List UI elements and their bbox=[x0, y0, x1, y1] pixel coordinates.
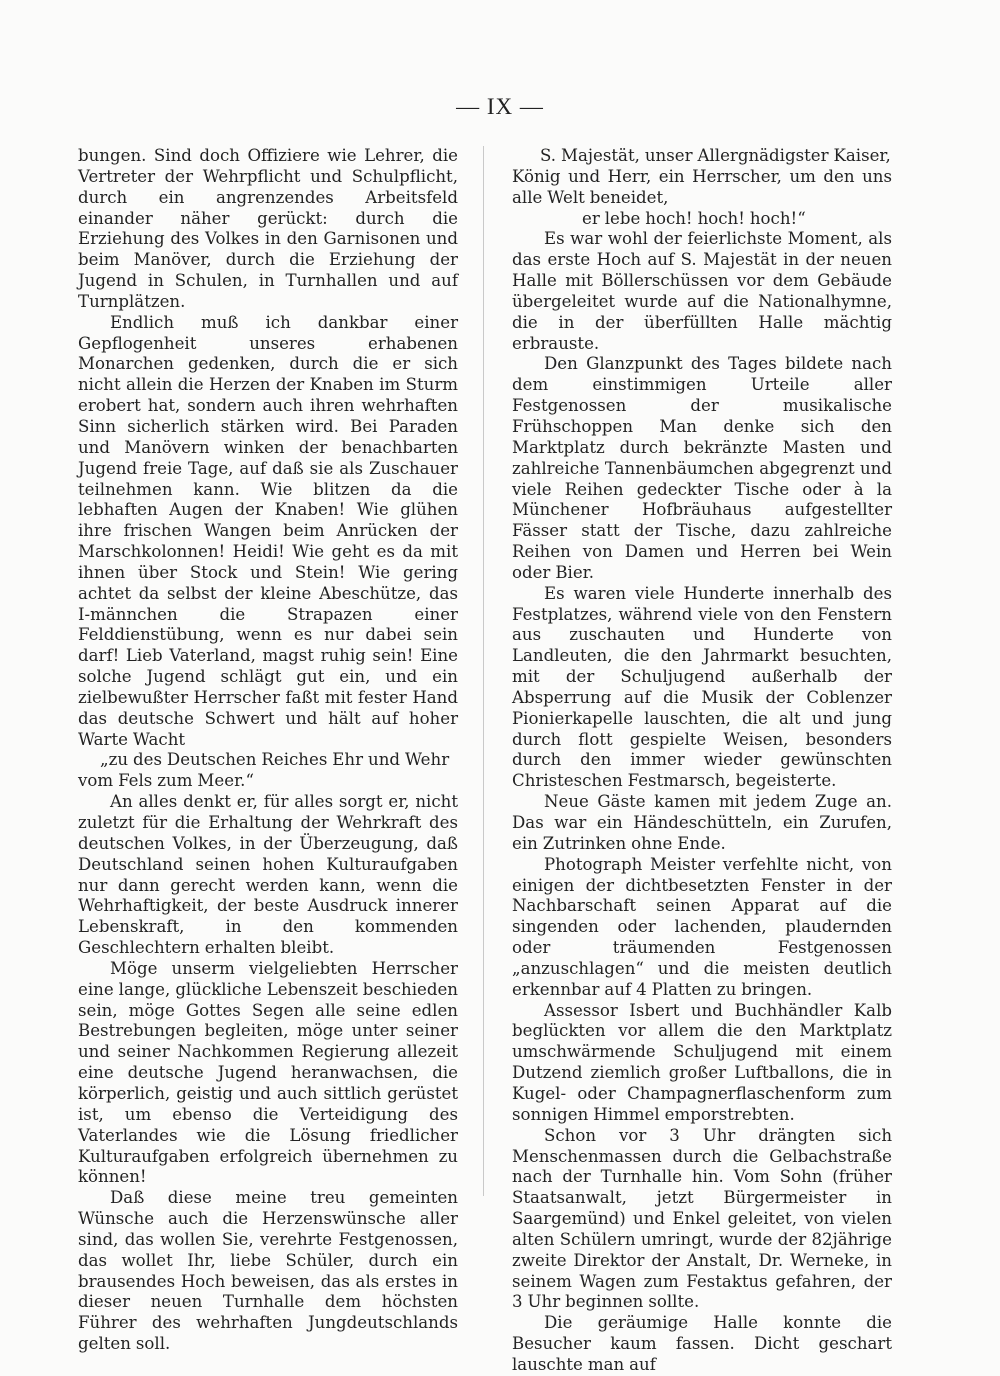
verse-line: er lebe hoch! hoch! hoch!“ bbox=[582, 208, 806, 228]
paragraph: Neue Gäste kamen mit jedem Zuge an. Das war ein Händeschütteln, ein Zurufen, ein Zutrinken ohne Ende. bbox=[512, 792, 892, 853]
paragraph: Daß diese meine treu gemeinten Wünsche auch die Herzenswünsche aller sind, das wollen Sie, verehrte Festgenossen, das wollet Ihr, liebe Schüler, durch ein brausendes Hoch beweisen, das als erstes in dieser neuen Turnhalle dem höchsten Führer des wehrhaften Jungdeutschlands gelten soll. bbox=[78, 1188, 458, 1354]
paragraph: Photograph Meister verfehlte nicht, von einigen der dichtbesetzten Fenster in der Nachbarschaft seinen Apparat auf die singenden oder lachenden, plaudernden oder träumenden Festgenossen „anzuschlagen“ und die meisten deutlich erkennbar auf 4 Platten zu bringen. bbox=[512, 854, 892, 999]
left-column bbox=[78, 146, 458, 1355]
verse-line: S. Majestät, unser Allergnädigster Kaiser, bbox=[540, 146, 891, 165]
right-column bbox=[512, 146, 892, 1376]
page-number: — IX — bbox=[456, 94, 544, 119]
paragraph: Die geräumige Halle konnte die Besucher kaum fassen. Dicht geschart lauschte man auf bbox=[512, 1313, 892, 1374]
paragraph: Den Glanzpunkt des Tages bildete nach dem einstimmigen Urteile aller Festgenossen der musikalische Frühschoppen Man denke sich den Marktplatz durch bekränzte Masten und zahlreiche Tannenbäumchen abgegrenzt und viele Reihen gedeckter Tische oder à la Münchener Hofbräuhaus aufgestellter Fässer statt der Tische, dazu zahlreiche Reihen von Damen und Herren bei Wein oder Bier. bbox=[512, 354, 892, 582]
paragraph: Assessor Isbert und Buchhändler Kalb beglückten vor allem die den Marktplatz umschwärmende Schuljugend mit einem Dutzend ziemlich großer Luftballons, die in Kugel- oder Champagnerflaschenform zum sonnigen Himmel emporstrebten. bbox=[512, 1000, 892, 1124]
paragraph: Schon vor 3 Uhr drängten sich Menschenmassen durch die Gelbachstraße nach der Turnhalle hin. Vom Sohn (früher Staatsanwalt, jetzt Bürgermeister in Saargemünd) und Enkel geleitet, von vielen alten Schülern umringt, wurde der 82jährige zweite Direktor der Anstalt, Dr. Werneke, in seinem Wagen zum Festaktus gefahren, der 3 Uhr beginnen sollte. bbox=[512, 1125, 892, 1312]
paragraph: Möge unserm vielgeliebten Herrscher eine lange, glückliche Lebenszeit beschieden sein, möge Gottes Segen alle seine edlen Bestrebungen begleiten, möge unter seiner und seiner Nachkommen Regierung allezeit eine deutsche Jugend heranwachsen, die körperlich, geistig und auch sittlich gerüstet ist, um ebenso die Verteidigung des Vaterlandes wie die Lösung friedlicher Kulturaufgaben erfolgreich übernehmen zu können! bbox=[78, 958, 458, 1187]
paragraph: Endlich muß ich dankbar einer Gepflogenheit unseres erhabenen Monarchen gedenken, durch die er sich nicht allein die Herzen der Knaben im Sturm erobert hat, sondern auch ihren wehrhaften Sinn sicherlich stärken wird. Bei Paraden und Manövern winken der benachbarten Jugend freie Tage, auf daß sie als Zuschauer teilnehmen kann. Wie blitzen da die lebhaften Augen der Knaben! Wie glühen ihre frischen Wangen beim Anrücken der Marschkolonnen! Heidi! Wie geht es da mit ihnen über Stock und Stein! Wie gering achtet da selbst der kleine Abeschütze, das I-männchen die Strapazen einer Felddienstübung, wenn es nur dabei sein darf! Lieb Vaterland, magst ruhig sein! Eine solche Jugend schlägt gut ein, und ein zielbewußter Herrscher faßt mit fester Hand das deutsche Schwert und hält auf hoher Warte Wacht bbox=[78, 312, 458, 749]
paragraph: Es war wohl der feierlichste Moment, als das erste Hoch auf S. Majestät in der neuen Halle mit Böllerschüssen vor dem Gebäude übergeleitet wurde auf die Nationalhymne, die in der überfüllten Halle mächtig erbrauste. bbox=[512, 229, 892, 353]
paragraph: bungen. Sind doch Offiziere wie Lehrer, die Vertreter der Wehrpflicht und Schulpflicht, durch ein angrenzendes Arbeitsfeld einander näher gerückt: durch die Erziehung des Volkes in den Garnisonen und beim Manöver, durch die Erziehung der Jugend in Schulen, in Turnhallen und auf Turnplätzen. bbox=[78, 146, 458, 311]
verse-line: vom Fels zum Meer.“ bbox=[78, 771, 254, 791]
paragraph: Es waren viele Hunderte innerhalb des Festplatzes, während viele von den Fenstern aus zuschauten und Hunderte von Landleuten, die den Jahrmarkt besuchten, mit der Schuljugend außerhalb der Absperrung auf die Musik der Coblenzer Pionierkapelle lauschten, die alt und jung durch flott gespielte Weisen, besonders durch den immer wieder gewünschten Christeschen Festmarsch, begeisterte. bbox=[512, 583, 892, 791]
paragraph: König und Herr, ein Herrscher, um den uns alle Welt beneidet, bbox=[512, 166, 892, 207]
verse-line: „zu des Deutschen Reiches Ehr und Wehr bbox=[100, 750, 450, 770]
column-divider bbox=[483, 146, 484, 1196]
paragraph: An alles denkt er, für alles sorgt er, nicht zuletzt für die Erhaltung der Wehrkraft des deutschen Volkes, in der Überzeugung, daß Deutschland seinen hohen Kulturaufgaben nur dann gerecht werden kann, wenn die Wehrhaftigkeit, der beste Ausdruck innerer Lebenskraft, in den kommenden Geschlechtern erhalten bleibt. bbox=[78, 792, 458, 958]
